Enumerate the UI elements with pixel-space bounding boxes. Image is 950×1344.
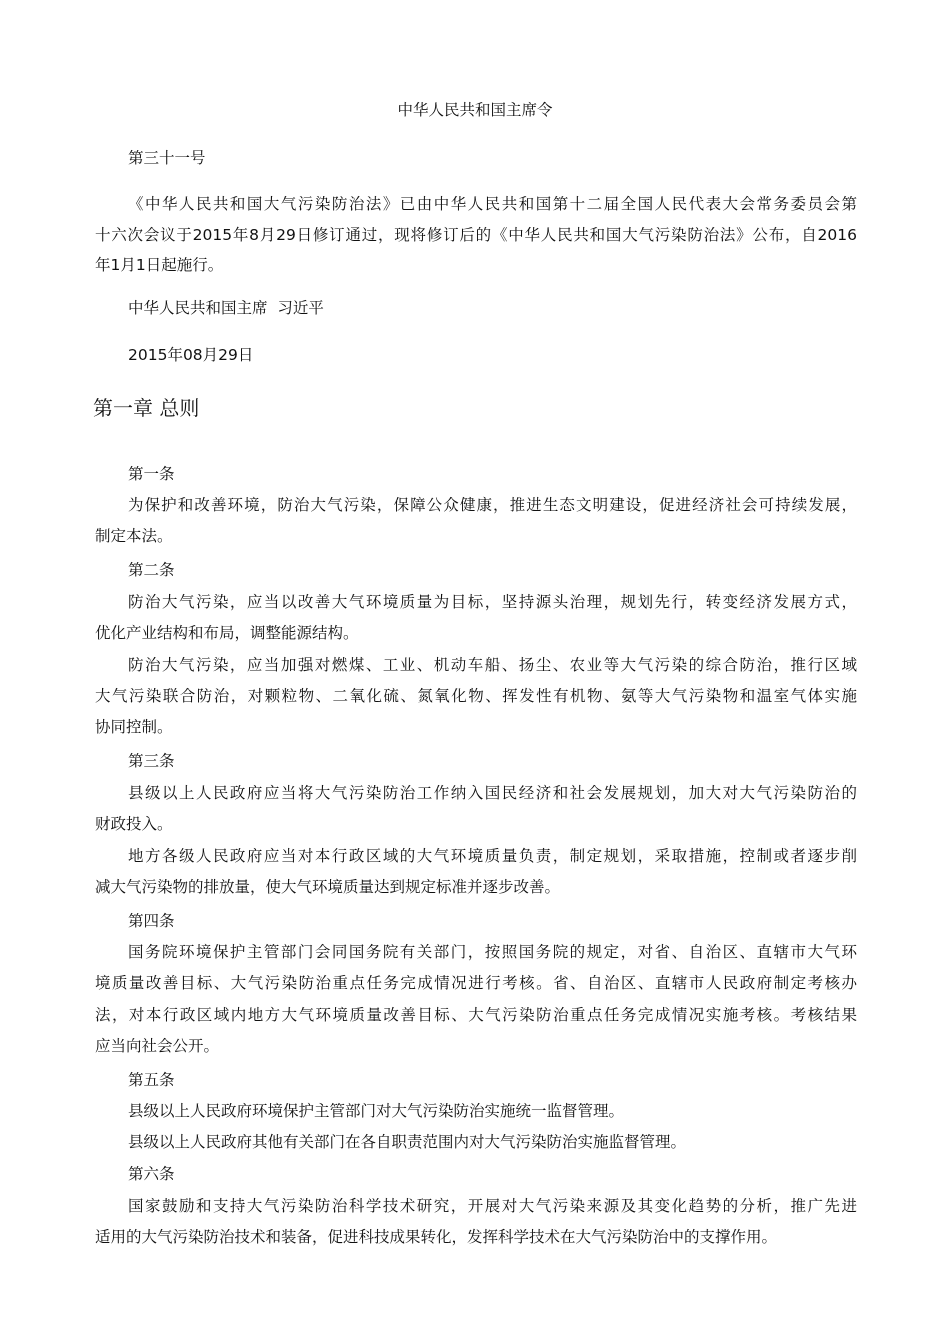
decree-date: 2015年08月29日 bbox=[128, 346, 254, 364]
decree-title: 中华人民共和国主席令 bbox=[397, 101, 553, 119]
article-line: 国务院环境保护主管部门会同国务院有关部门，按照国务院的规定，对省、自治区、直辖市大气环 bbox=[128, 943, 857, 961]
article-heading: 第四条 bbox=[128, 912, 175, 930]
article-line: 法，对本行政区域内地方大气环境质量改善目标、大气污染防治重点任务完成情况实施考核。考核结果 bbox=[95, 1006, 857, 1024]
chapter-title: 第一章 总则 bbox=[93, 396, 200, 420]
article-line: 县级以上人民政府环境保护主管部门对大气污染防治实施统一监督管理。 bbox=[128, 1102, 625, 1120]
article-line: 地方各级人民政府应当对本行政区域的大气环境质量负责，制定规划，采取措施，控制或者逐步削 bbox=[128, 847, 857, 865]
article-line: 财政投入。 bbox=[95, 815, 173, 833]
article-line: 应当向社会公开。 bbox=[95, 1037, 220, 1055]
article-line: 制定本法。 bbox=[95, 527, 173, 545]
article-heading: 第五条 bbox=[128, 1071, 175, 1089]
article-line: 防治大气污染，应当以改善大气环境质量为目标，坚持源头治理，规划先行，转变经济发展方式， bbox=[128, 593, 857, 611]
article-line: 为保护和改善环境，防治大气污染，保障公众健康，推进生态文明建设，促进经济社会可持续发展， bbox=[128, 496, 857, 514]
announcement-line: 《中华人民共和国大气污染防治法》已由中华人民共和国第十二届全国人民代表大会常务委员会第 bbox=[128, 195, 857, 213]
article-heading: 第三条 bbox=[128, 752, 175, 770]
article-line: 大气污染联合防治，对颗粒物、二氧化硫、氮氧化物、挥发性有机物、氨等大气污染物和温室气体实施 bbox=[95, 687, 857, 705]
article-line: 县级以上人民政府其他有关部门在各自职责范围内对大气污染防治实施监督管理。 bbox=[128, 1133, 687, 1151]
article-line: 防治大气污染，应当加强对燃煤、工业、机动车船、扬尘、农业等大气污染的综合防治，推行区域 bbox=[128, 656, 857, 674]
announcement-line: 年1月1日起施行。 bbox=[95, 256, 224, 274]
signature: 中华人民共和国主席 习近平 bbox=[128, 299, 324, 317]
article-line: 适用的大气污染防治技术和装备，促进科技成果转化，发挥科学技术在大气污染防治中的支撑作用。 bbox=[95, 1228, 778, 1246]
article-line: 县级以上人民政府应当将大气污染防治工作纳入国民经济和社会发展规划，加大对大气污染防治的 bbox=[128, 784, 857, 802]
article-line: 国家鼓励和支持大气污染防治科学技术研究，开展对大气污染来源及其变化趋势的分析，推广先进 bbox=[128, 1197, 857, 1215]
decree-number: 第三十一号 bbox=[128, 149, 206, 167]
article-line: 减大气污染物的排放量，使大气环境质量达到规定标准并逐步改善。 bbox=[95, 878, 561, 896]
article-line: 境质量改善目标、大气污染防治重点任务完成情况进行考核。省、自治区、直辖市人民政府制定考核办 bbox=[95, 974, 857, 992]
article-heading: 第六条 bbox=[128, 1165, 175, 1183]
announcement-line: 十六次会议于2015年8月29日修订通过，现将修订后的《中华人民共和国大气污染防治法》公布，自2016 bbox=[95, 226, 857, 244]
article-heading: 第二条 bbox=[128, 561, 175, 579]
article-line: 优化产业结构和布局，调整能源结构。 bbox=[95, 624, 359, 642]
article-line: 协同控制。 bbox=[95, 718, 173, 736]
article-heading: 第一条 bbox=[128, 465, 175, 483]
